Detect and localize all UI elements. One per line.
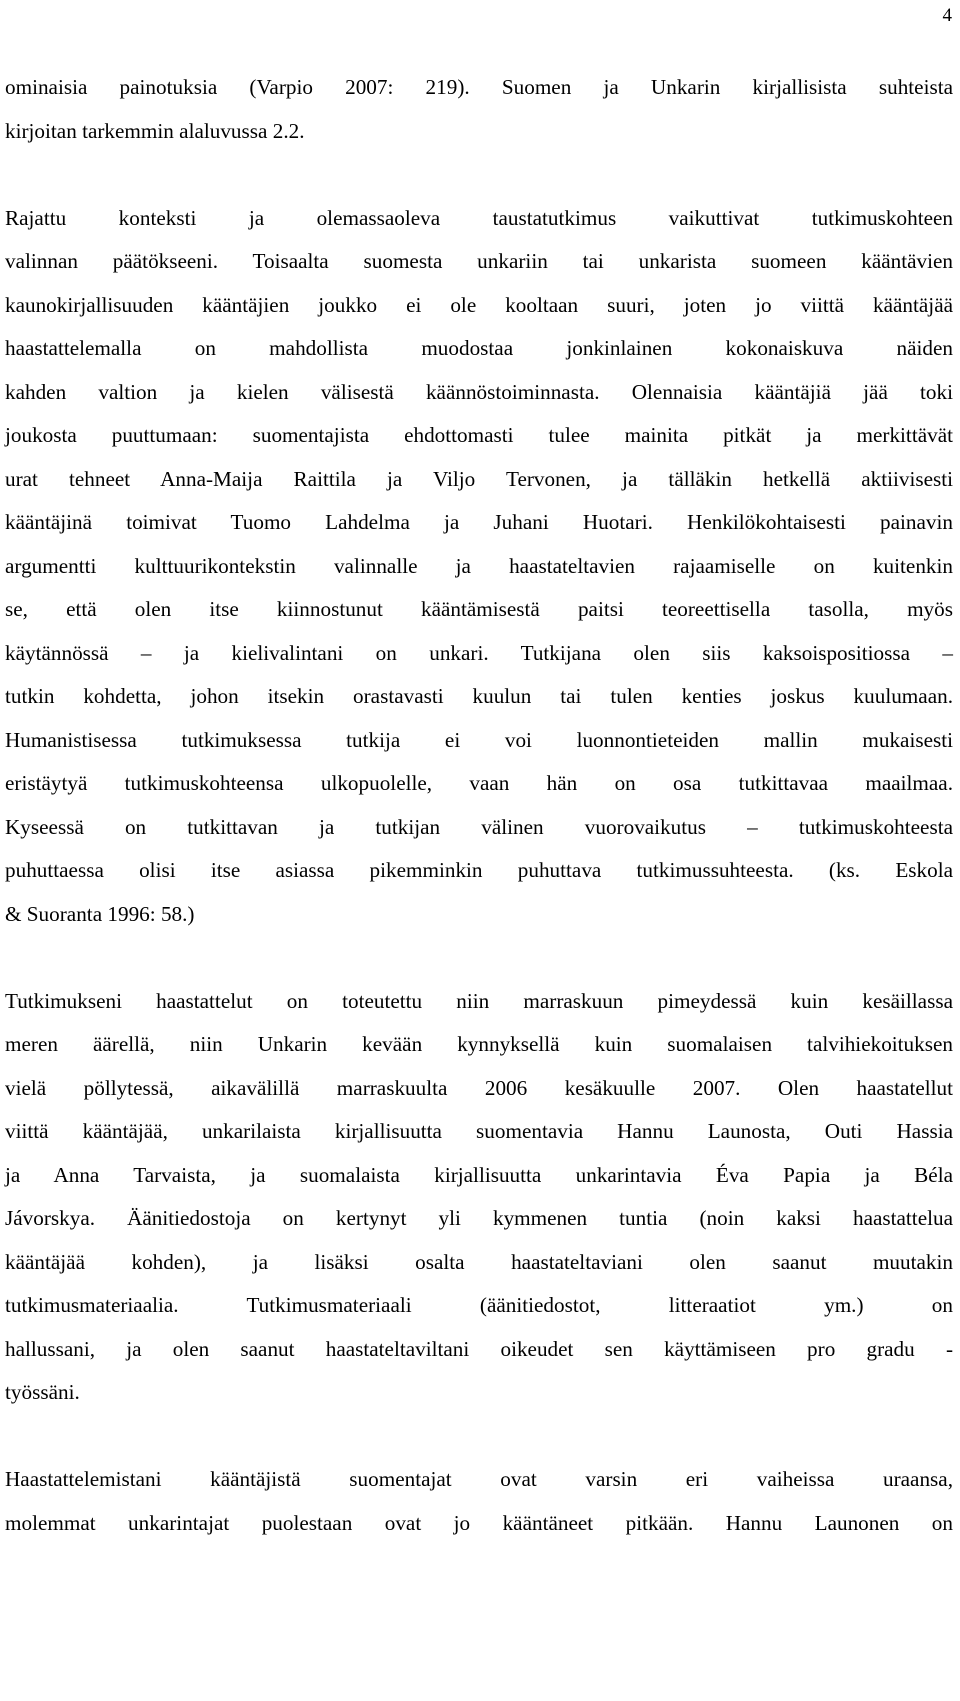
text-line: kääntäjinä toimivat Tuomo Lahdelma ja Juhani Huotari. Henkilökohtaisesti painavin: [5, 510, 953, 534]
text-line: se, että olen itse kiinnostunut kääntämisestä paitsi teoreettisella tasolla, myös: [5, 597, 953, 621]
text-line: vielä pöllytessä, aikavälillä marraskuulta 2006 kesäkuulle 2007. Olen haastatellut: [5, 1075, 953, 1100]
text-line: Humanistisessa tutkimuksessa tutkija ei voi luonnontieteiden mallin mukaisesti: [5, 727, 953, 752]
text-line: työssäni.: [5, 1380, 80, 1404]
text-line: & Suoranta 1996: 58.): [5, 901, 195, 926]
paragraph: [5, 197, 953, 937]
text-line: hallussani, ja olen saanut haastateltaviltani oikeudet sen käyttämiseen pro gradu -: [5, 1336, 953, 1361]
paragraph-gap: [5, 1415, 953, 1459]
text-line: kaunokirjallisuuden kääntäjien joukko ei ole kooltaan suuri, joten jo viittä kääntäjää: [5, 292, 953, 317]
text-line: Kyseessä on tutkittavan ja tutkijan välinen vuorovaikutus – tutkimuskohteesta: [5, 814, 953, 839]
paragraph: [5, 66, 953, 153]
text-line: molemmat unkarintajat puolestaan ovat jo kääntäneet pitkään. Hannu Launonen on: [5, 1510, 953, 1535]
text-line: tutkimusmateriaalia. Tutkimusmateriaali (äänitiedostot, litteraatiot ym.) on: [5, 1293, 953, 1317]
paragraph-gap: [5, 153, 953, 197]
text-line: ja Anna Tarvaista, ja suomalaista kirjallisuutta unkarintavia Éva Papia ja Béla: [5, 1162, 953, 1187]
text-line: valinnan päätökseeni. Toisaalta suomesta unkariin tai unkarista suomeen kääntävien: [5, 249, 953, 273]
text-line: tutkin kohdetta, johon itsekin orastavasti kuulun tai tulen kenties joskus kuulumaan.: [5, 684, 953, 708]
text-line: käytännössä – ja kielivalintani on unkari. Tutkijana olen siis kaksoispositiossa –: [5, 640, 953, 665]
text-line: kääntäjää kohden), ja lisäksi osalta haastateltaviani olen saanut muutakin: [5, 1249, 953, 1274]
text-line: argumentti kulttuurikontekstin valinnalle ja haastateltavien rajaamiselle on kuitenkin: [5, 553, 953, 578]
text-line: haastattelemalla on mahdollista muodostaa jonkinlainen kokonaiskuva näiden: [5, 336, 953, 360]
page-number: 4: [942, 5, 952, 26]
paragraph: [5, 1458, 953, 1545]
text-line: kahden valtion ja kielen välisestä käännöstoiminnasta. Olennaisia kääntäjiä jää toki: [5, 379, 953, 404]
text-line: meren äärellä, niin Unkarin kevään kynnyksellä kuin suomalaisen talvihiekoituksen: [5, 1032, 953, 1056]
text-line: joukosta puuttumaan: suomentajista ehdottomasti tulee mainita pitkät ja merkittävät: [5, 423, 953, 447]
text-line: puhuttaessa olisi itse asiassa pikemminkin puhuttava tutkimussuhteesta. (ks. Eskola: [5, 858, 953, 882]
text-line: Jávorskya. Äänitiedostoja on kertynyt yli kymmenen tuntia (noin kaksi haastattelua: [5, 1206, 953, 1230]
text-line: urat tehneet Anna-Maija Raittila ja Viljo Tervonen, ja tälläkin hetkellä aktiivisesti: [5, 466, 953, 491]
text-line: Tutkimukseni haastattelut on toteutettu niin marraskuun pimeydessä kuin kesäillassa: [5, 988, 953, 1013]
text-line: viittä kääntäjää, unkarilaista kirjallisuutta suomentavia Hannu Launosta, Outi Hassia: [5, 1119, 953, 1143]
text-line: kirjoitan tarkemmin alaluvussa 2.2.: [5, 118, 305, 143]
text-line: ominaisia painotuksia (Varpio 2007: 219). Suomen ja Unkarin kirjallisista suhteista: [5, 75, 953, 99]
paragraph: [5, 980, 953, 1415]
text-line: eristäytyä tutkimuskohteensa ulkopuolelle, vaan hän on osa tutkittavaa maailmaa.: [5, 771, 953, 795]
text-line: Haastattelemistani kääntäjistä suomentajat ovat varsin eri vaiheissa uraansa,: [5, 1467, 953, 1491]
document-body: [5, 66, 953, 1545]
text-line: Rajattu konteksti ja olemassaoleva taustatutkimus vaikuttivat tutkimuskohteen: [5, 205, 953, 230]
paragraph-gap: [5, 936, 953, 980]
